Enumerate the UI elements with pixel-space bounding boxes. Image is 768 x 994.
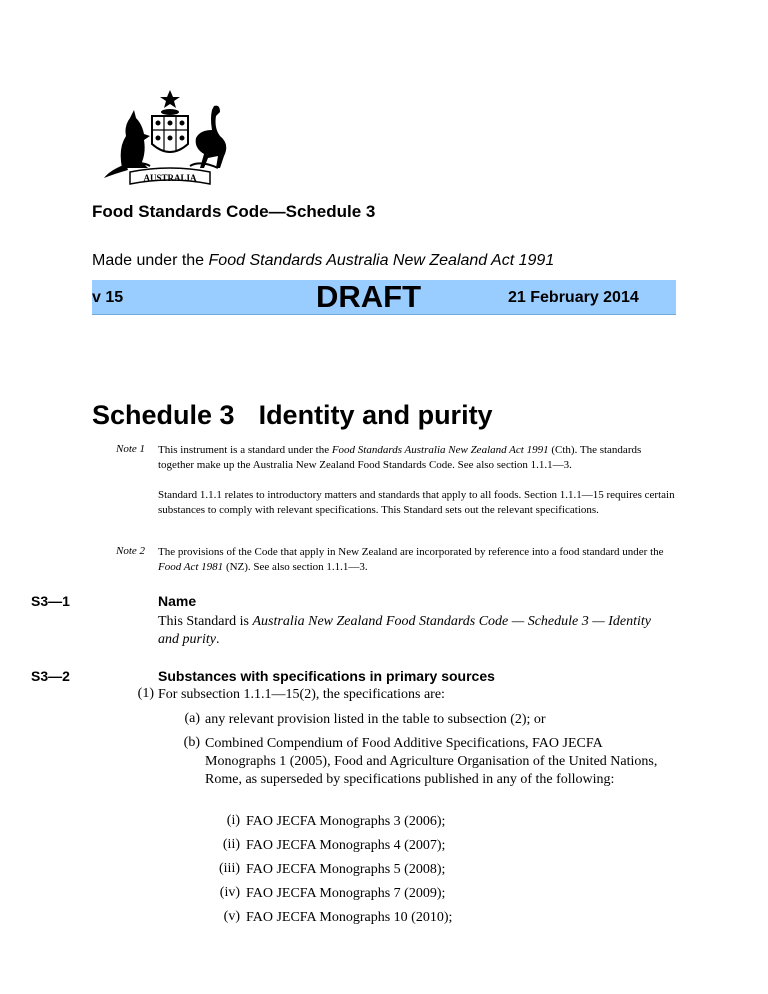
date-label: 21 February 2014: [508, 289, 639, 306]
subparagraph-number: (iii): [219, 861, 240, 876]
note-2-act: Food Act 1981: [158, 561, 224, 573]
subparagraph-text: FAO JECFA Monographs 7 (2009);: [246, 886, 446, 901]
schedule-number: Schedule 3: [92, 400, 235, 430]
version-label: v 15: [92, 289, 124, 306]
section-text: This Standard is Australia New Zealand Food Standards Code — Schedule 3 — Identity and purity.: [158, 614, 651, 647]
paragraph-number: (a): [184, 711, 200, 726]
schedule-title: Identity and purity: [258, 400, 493, 430]
draft-label: DRAFT: [316, 279, 422, 314]
draft-banner: [92, 280, 676, 315]
document-title: Food Standards Code—Schedule 3: [92, 202, 376, 221]
note-1-paragraph-1: This instrument is a standard under the Food Standards Australia New Zealand Act 1991 (Cth). The standards together make up the Australia New Zealand Food Standards Code. See also section 1.1.1—3.: [158, 444, 642, 471]
subparagraph-text: FAO JECFA Monographs 4 (2007);: [246, 838, 446, 853]
subparagraph-number: (ii): [222, 837, 240, 852]
subparagraph-number: (v): [223, 909, 240, 924]
subparagraph-number: (i): [226, 813, 240, 828]
section-number: S3—1: [31, 593, 70, 609]
subparagraph-text: FAO JECFA Monographs 5 (2008);: [246, 862, 446, 877]
section-number: S3—2: [31, 668, 70, 684]
section-heading: Substances with specifications in primary sources: [158, 668, 495, 684]
crest-label: AUSTRALIA: [143, 173, 197, 183]
subsection-text: For subsection 1.1.1—15(2), the specifications are:: [158, 687, 445, 702]
section-heading: Name: [158, 593, 197, 609]
paragraph-text: any relevant provision listed in the table to subsection (2); or: [205, 712, 546, 727]
subparagraph-text: FAO JECFA Monographs 3 (2006);: [246, 814, 446, 829]
note-1-label: Note 1: [116, 443, 146, 455]
note-2-paragraph: The provisions of the Code that apply in New Zealand are incorporated by reference into a food standard under the Food Act 1981 (NZ). See also section 1.1.1—3.: [158, 546, 664, 573]
standard-name: Australia New Zealand Food Standards Code — Schedule 3 — Identity and purity: [158, 614, 651, 647]
subparagraph-text: FAO JECFA Monographs 10 (2010);: [246, 910, 453, 925]
schedule-heading: [92, 400, 493, 431]
coat-of-arms-logo: [100, 88, 240, 188]
subparagraph-number: (iv): [219, 885, 240, 900]
note-1-act: Food Standards Australia New Zealand Act 1991: [331, 444, 549, 456]
paragraph-number: (b): [183, 735, 200, 750]
made-under-act: Food Standards Australia New Zealand Act 1991: [208, 252, 555, 269]
subsection-number: (1): [137, 686, 154, 701]
note-2-label: Note 2: [116, 545, 146, 557]
note-1-paragraph-2: Standard 1.1.1 relates to introductory matters and standards that apply to all foods. Section 1.1.1—15 requires certain substances to comply with relevant specifications. This Standard sets out the relevant specifications.: [158, 489, 675, 516]
paragraph-text: Combined Compendium of Food Additive Specifications, FAO JECFA Monographs 1 (2005), Food and Agriculture Organisation of the United Nations, Rome, as superseded by specifications published in any of the following:: [205, 736, 658, 787]
made-under-line: [92, 252, 554, 270]
made-under-prefix: Made under the: [92, 252, 209, 269]
